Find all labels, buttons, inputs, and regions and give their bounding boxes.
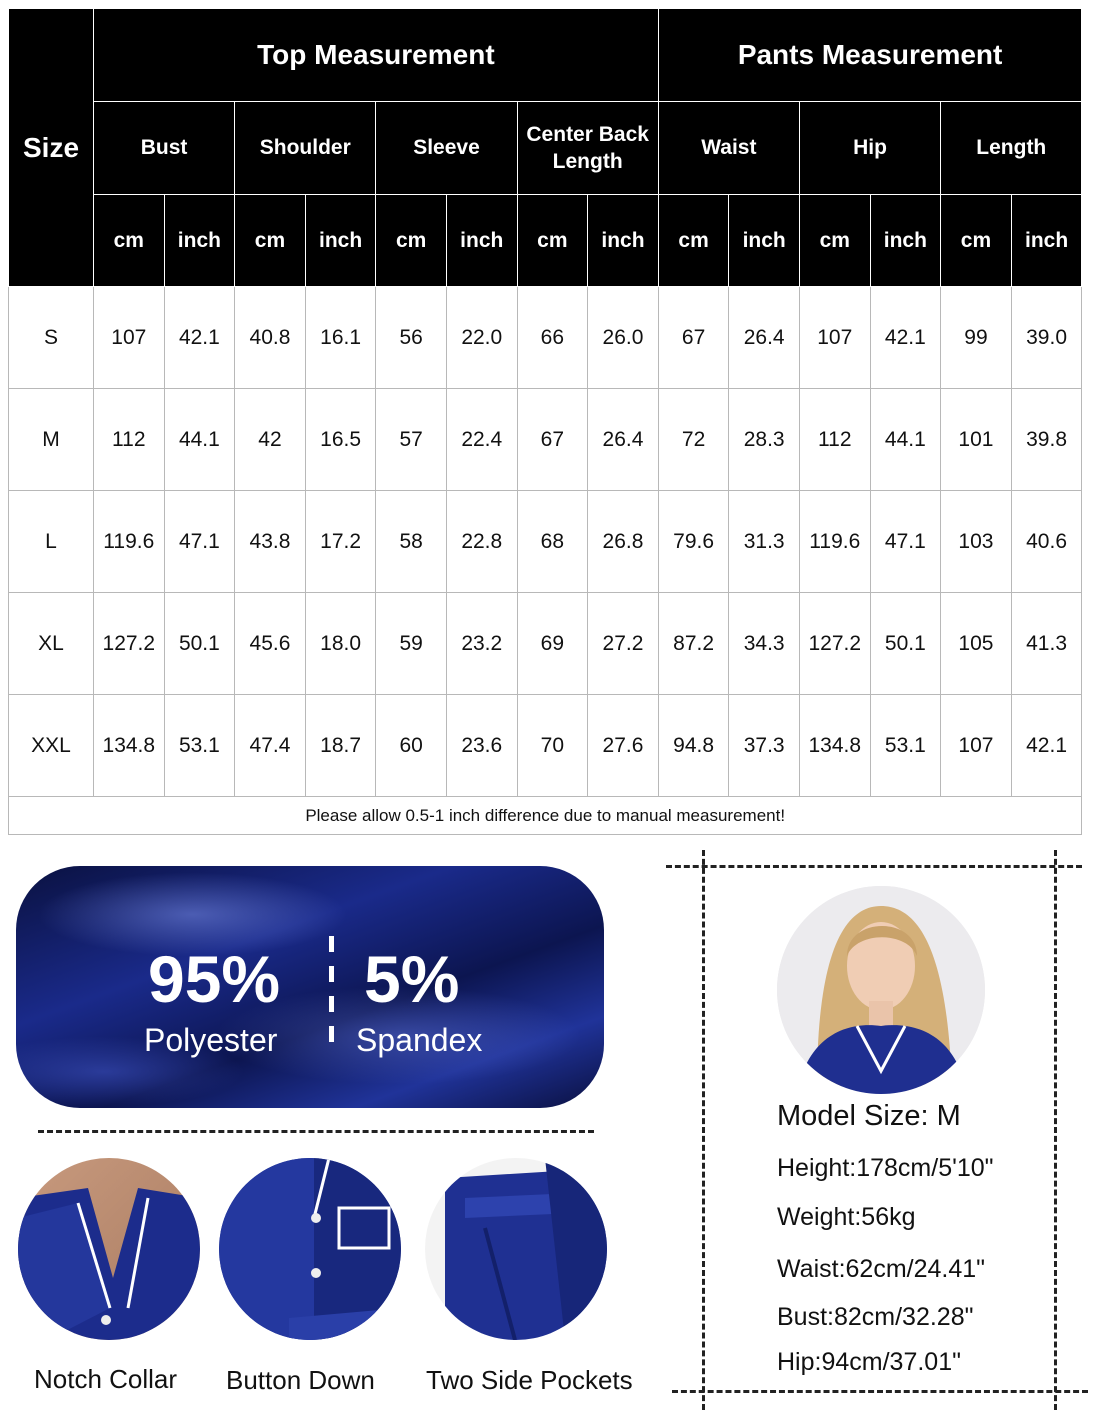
unit-inch-header: inch [305,195,376,287]
measurement-cell: 59 [376,593,447,695]
table-row [9,287,1082,389]
measurement-cell: 56 [376,287,447,389]
unit-cm-header: cm [658,195,729,287]
two-side-pockets-image [425,1158,607,1340]
measurement-cell: 16.1 [305,287,376,389]
measurement-cell: 42.1 [164,287,235,389]
measurement-cell: 43.8 [235,491,306,593]
table-row [9,491,1082,593]
button-down-image [219,1158,401,1340]
spandex-percent: 5% [364,942,460,1016]
two-side-pockets-label: Two Side Pockets [426,1365,633,1395]
measurement-cell: 47.1 [164,491,235,593]
model-box-right-border [1054,850,1057,1410]
model-size: Model Size: M [777,1100,961,1132]
unit-cm-header: cm [517,195,588,287]
measurement-cell: 44.1 [164,389,235,491]
measurement-cell: 27.2 [588,593,659,695]
measurement-cell: 40.6 [1011,491,1082,593]
notch-collar-image [18,1158,200,1340]
center-back-length-header: Center Back Length [517,102,658,195]
measurement-cell: 72 [658,389,729,491]
measurement-cell: 47.4 [235,695,306,797]
length-header: Length [941,102,1082,195]
unit-cm-header: cm [94,195,165,287]
measurement-cell: 119.6 [799,491,870,593]
size-cell: XL [9,593,94,695]
measurement-cell: 28.3 [729,389,800,491]
measurement-cell: 39.0 [1011,287,1082,389]
measurement-cell: 134.8 [799,695,870,797]
measurement-cell: 37.3 [729,695,800,797]
notch-collar-label: Notch Collar [34,1364,178,1394]
unit-inch-header: inch [446,195,517,287]
measurement-cell: 50.1 [870,593,941,695]
model-bust: Bust:82cm/32.28" [777,1303,974,1331]
polyester-percent: 95% [148,942,281,1016]
measurement-cell: 67 [658,287,729,389]
measurement-cell: 69 [517,593,588,695]
size-cell: S [9,287,94,389]
model-waist: Waist:62cm/24.41" [777,1255,986,1283]
measurement-cell: 127.2 [799,593,870,695]
measurement-cell: 26.8 [588,491,659,593]
fabric-composition-banner [16,866,604,1108]
measurement-cell: 105 [941,593,1012,695]
size-column-header: Size [9,9,94,287]
polyester-label: Polyester [144,1022,278,1058]
measurement-cell: 53.1 [164,695,235,797]
measurement-cell: 44.1 [870,389,941,491]
measurement-cell: 70 [517,695,588,797]
size-chart-table [8,8,1082,835]
model-box-left-border [702,850,705,1410]
measurement-cell: 58 [376,491,447,593]
table-row [9,593,1082,695]
size-cell: XXL [9,695,94,797]
measurement-cell: 53.1 [870,695,941,797]
size-cell: L [9,491,94,593]
measurement-cell: 112 [94,389,165,491]
unit-cm-header: cm [799,195,870,287]
measurement-cell: 127.2 [94,593,165,695]
measurement-cell: 45.6 [235,593,306,695]
measurement-cell: 66 [517,287,588,389]
unit-inch-header: inch [870,195,941,287]
model-photo [777,886,985,1094]
measurement-cell: 27.6 [588,695,659,797]
sleeve-header: Sleeve [376,102,517,195]
fabric-divider [329,936,334,1046]
measurement-cell: 26.4 [588,389,659,491]
unit-inch-header: inch [588,195,659,287]
measurement-cell: 39.8 [1011,389,1082,491]
measurement-cell: 42.1 [870,287,941,389]
model-height: Height:178cm/5'10" [777,1154,994,1182]
measurement-cell: 99 [941,287,1012,389]
unit-inch-header: inch [164,195,235,287]
measurement-cell: 67 [517,389,588,491]
measurement-cell: 112 [799,389,870,491]
measurement-cell: 22.8 [446,491,517,593]
unit-cm-header: cm [376,195,447,287]
measurement-cell: 107 [799,287,870,389]
bust-header: Bust [94,102,235,195]
measurement-cell: 79.6 [658,491,729,593]
measurement-cell: 23.6 [446,695,517,797]
measurement-cell: 42.1 [1011,695,1082,797]
measurement-cell: 103 [941,491,1012,593]
measurement-cell: 34.3 [729,593,800,695]
measurement-cell: 50.1 [164,593,235,695]
section-divider [38,1130,594,1133]
measurement-cell: 23.2 [446,593,517,695]
measurement-cell: 68 [517,491,588,593]
unit-inch-header: inch [1011,195,1082,287]
measurement-cell: 94.8 [658,695,729,797]
measurement-cell: 119.6 [94,491,165,593]
measurement-cell: 18.7 [305,695,376,797]
measurement-cell: 101 [941,389,1012,491]
table-row [9,695,1082,797]
model-box-top-border [666,865,1082,868]
measurement-cell: 57 [376,389,447,491]
measurement-cell: 107 [941,695,1012,797]
measurement-cell: 18.0 [305,593,376,695]
measurement-cell: 26.4 [729,287,800,389]
measurement-cell: 17.2 [305,491,376,593]
unit-cm-header: cm [235,195,306,287]
measurement-cell: 16.5 [305,389,376,491]
measurement-cell: 22.4 [446,389,517,491]
model-weight: Weight:56kg [777,1203,916,1231]
button-down-label: Button Down [226,1365,375,1395]
measurement-cell: 40.8 [235,287,306,389]
hip-header: Hip [799,102,940,195]
measurement-cell: 42 [235,389,306,491]
measurement-cell: 107 [94,287,165,389]
table-row [9,389,1082,491]
measurement-cell: 41.3 [1011,593,1082,695]
shoulder-header: Shoulder [235,102,376,195]
model-box-bottom-border [672,1390,1088,1393]
top-measurement-header: Top Measurement [94,9,659,102]
measurement-cell: 87.2 [658,593,729,695]
measurement-cell: 60 [376,695,447,797]
pants-measurement-header: Pants Measurement [658,9,1082,102]
unit-inch-header: inch [729,195,800,287]
measurement-cell: 134.8 [94,695,165,797]
spandex-label: Spandex [356,1022,483,1058]
measurement-note: Please allow 0.5-1 inch difference due to manual measurement! [9,797,1082,835]
measurement-cell: 26.0 [588,287,659,389]
measurement-cell: 22.0 [446,287,517,389]
model-hip: Hip:94cm/37.01" [777,1348,961,1376]
size-cell: M [9,389,94,491]
measurement-cell: 31.3 [729,491,800,593]
waist-header: Waist [658,102,799,195]
measurement-cell: 47.1 [870,491,941,593]
unit-cm-header: cm [941,195,1012,287]
